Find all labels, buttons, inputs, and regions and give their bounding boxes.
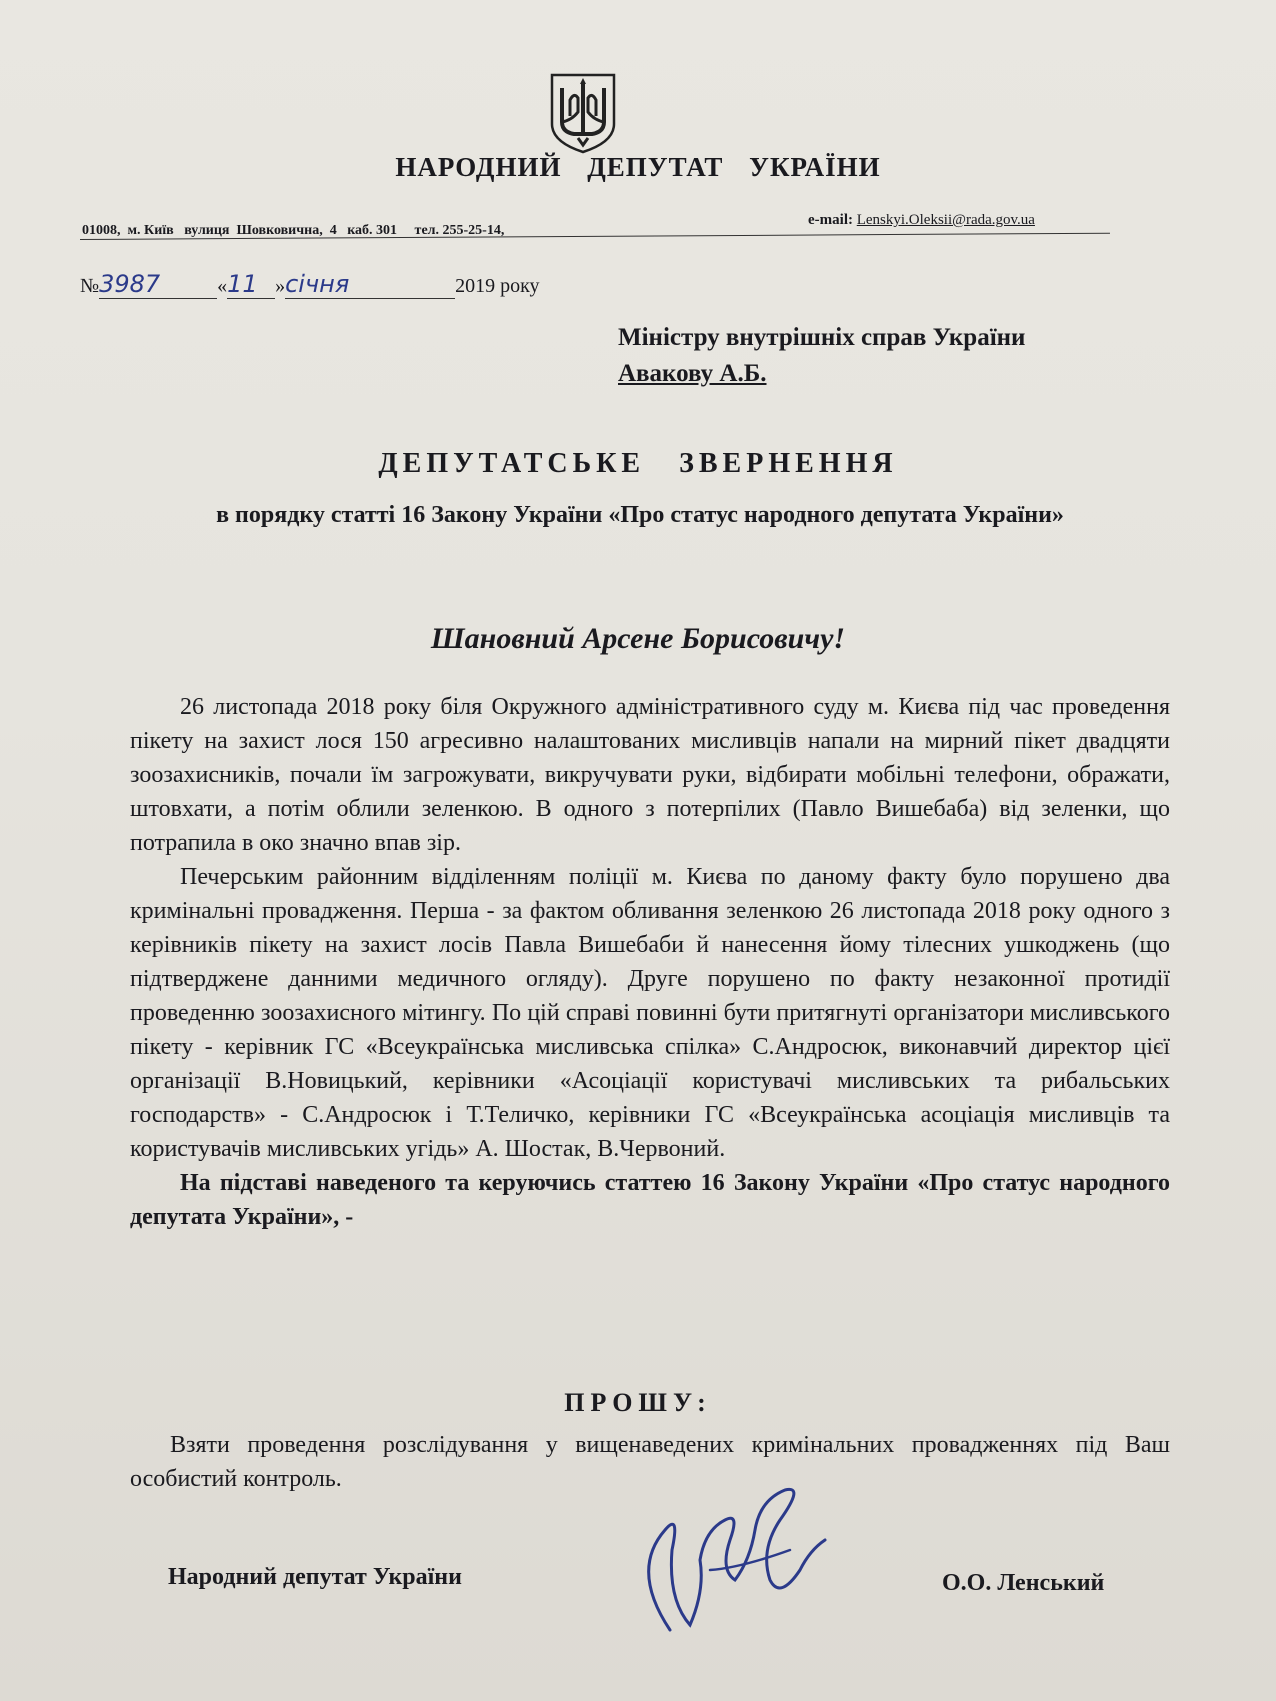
- signatory-position: Народний депутат України: [168, 1564, 462, 1590]
- reference-month: січня: [285, 270, 350, 298]
- addressee-block: [618, 320, 1025, 392]
- handwritten-signature: [610, 1450, 850, 1670]
- letter-body: [130, 690, 1170, 1234]
- reference-day: 11: [227, 270, 258, 298]
- body-paragraph-3: На підставі наведеного та керуючись статтею 16 Закону України «Про статус народного депутата України», -: [130, 1170, 1170, 1230]
- email-label: e-mail:: [808, 212, 853, 228]
- document-subtitle: в порядку статті 16 Закону України «Про статус народного депутата України»: [216, 502, 1064, 528]
- addressee-position: Міністру внутрішніх справ України: [618, 324, 1026, 351]
- reference-year: 2019 року: [455, 275, 540, 297]
- email-address: Lenskyi.Oleksii@rada.gov.ua: [856, 212, 1035, 228]
- request-text: Взяти проведення розслідування у вищенаведених кримінальних провадженнях під Ваш особистий контроль.: [130, 1432, 1170, 1492]
- salutation: Шановний Арсене Борисовичу!: [430, 622, 846, 655]
- close-quote: »: [275, 275, 286, 297]
- reference-line: [80, 270, 540, 299]
- signatory-name: О.О. Ленський: [942, 1570, 1105, 1596]
- trident-coat-of-arms-icon: [548, 72, 618, 154]
- request-heading: ПРОШУ:: [564, 1388, 712, 1417]
- document-title: ДЕПУТАТСЬКЕ ЗВЕРНЕННЯ: [378, 448, 898, 479]
- body-paragraph-1: 26 листопада 2018 року біля Окружного адміністративного суду м. Києва під час проведення пікету на захист лося 150 агресивно налаштованих мисливців напали на мирний пікет двадцяти зоозахисників, почали їм загрожувати, викручувати руки, відбирати мобільні телефони, ображати, штовхати, а потім облили зеленкою. В одного з потерпілих (Павло Вишебаба) від зеленки, що потрапила в око значно впав зір.: [130, 694, 1170, 856]
- letterhead-email: [808, 212, 1035, 229]
- addressee-name: Авакову А.Б.: [618, 360, 767, 387]
- open-quote: «: [217, 275, 228, 297]
- reference-number: 3987: [99, 270, 161, 298]
- letterhead-title: НАРОДНИЙ ДЕПУТАТ УКРАЇНИ: [395, 152, 881, 182]
- body-paragraph-2: Печерським районним відділенням поліції м. Києва по даному факту було порушено два кримінальні провадження. Перша - за фактом обливання зеленкою 26 листопада 2018 року одного з керівників пікету на захист лосів Павла Вишебаби й нанесення йому тілесних ушкоджень (що підтверджене данними медичного огляду). Друге порушено по факту незаконної протидії проведенню зоозахисного мітингу. По цій справі повинні бути притягнуті організатори мисливського пікету - керівник ГС «Всеукраїнська мисливська спілка» С.Андросюк, виконавчий директор цієї організації В.Новицький, керівники «Асоціації користувачі мисливських та рибальських господарств» - С.Андросюк і Т.Теличко, керівники ГС «Всеукраїнська асоціація мисливців та користувачів мисливських угідь» А. Шостак, В.Червоний.: [130, 864, 1170, 1162]
- number-prefix: №: [80, 275, 100, 297]
- letterhead-address: 01008, м. Київ вулиця Шовковична, 4 каб. 301 тел. 255-25-14,: [82, 223, 505, 238]
